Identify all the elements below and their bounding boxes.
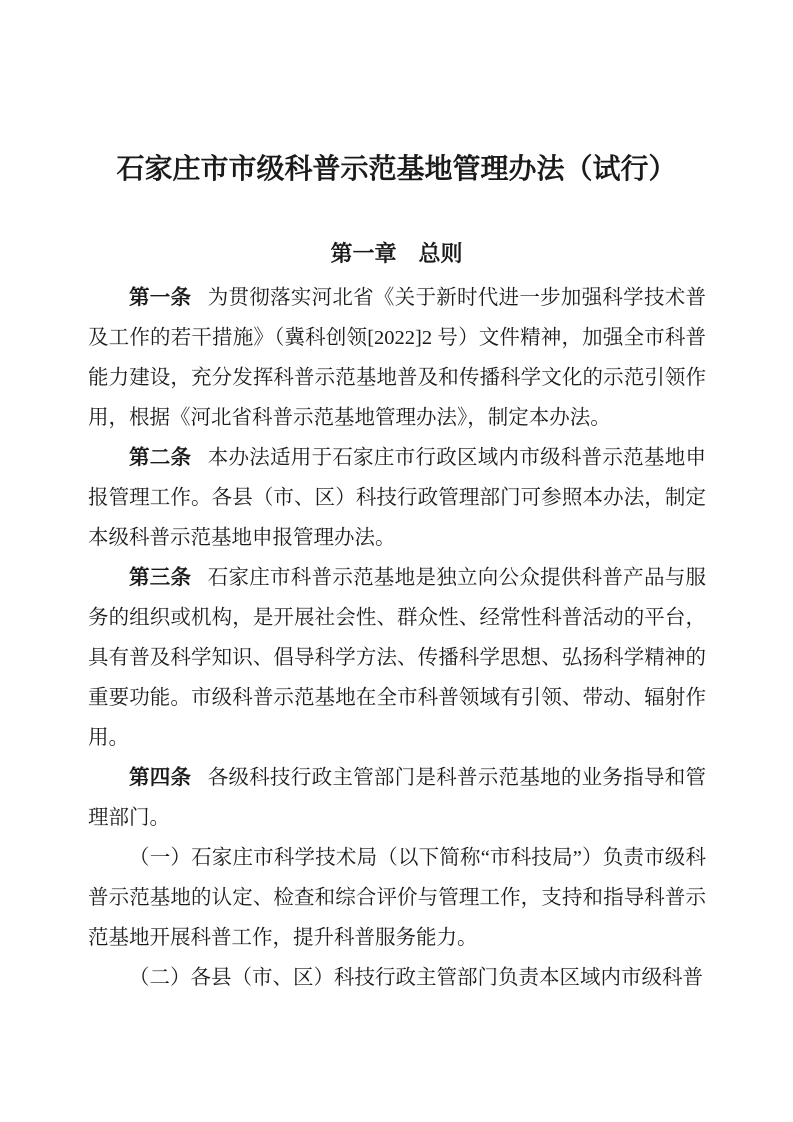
article-3-text: 石家庄市科普示范基地是独立向公众提供科普产品与服务的组织或机构，是开展社会性、群众性、经常性科普活动的平台，具有普及科学知识、倡导科学方法、传播科学思想、弘扬科学精神的重要功能。市级科普示范基地在全市科普领域有引领、带动、辐射作用。 — [88, 567, 707, 749]
document-title: 石家庄市市级科普示范基地管理办法（试行） — [116, 154, 677, 185]
paragraph-item-1 — [88, 838, 706, 958]
item-2-text: （二）各县（市、区）科技行政主管部门负责本区域内市级科普 — [129, 967, 703, 989]
paragraph-item-2 — [88, 958, 706, 998]
article-4-text: 各级科技行政主管部门是科普示范基地的业务指导和管理部门。 — [88, 767, 707, 829]
article-1-label: 第一条 — [129, 287, 192, 309]
chapter-heading: 第一章 总则 — [330, 241, 463, 266]
article-2-label: 第二条 — [129, 447, 192, 469]
article-3-label: 第三条 — [129, 567, 192, 589]
article-4-label: 第四条 — [129, 767, 192, 789]
paragraph-article-4 — [88, 758, 706, 838]
paragraph-article-2 — [88, 438, 706, 558]
item-1-text: （一）石家庄市科学技术局（以下简称“市科技局”）负责市级科普示范基地的认定、检查和综合评价与管理工作，支持和指导科普示范基地开展科普工作，提升科普服务能力。 — [88, 847, 706, 949]
document-body — [88, 278, 706, 998]
article-1-text: 为贯彻落实河北省《关于新时代进一步加强科学技术普及工作的若干措施》（冀科创领[2022]2 号）文件精神，加强全市科普能力建设，充分发挥科普示范基地普及和传播科学文化的示范引领作用，根据《河北省科普示范基地管理办法》，制定本办法。 — [88, 287, 707, 429]
paragraph-article-3 — [88, 558, 706, 758]
paragraph-article-1 — [88, 278, 706, 438]
article-2-text: 本办法适用于石家庄市行政区域内市级科普示范基地申报管理工作。各县（市、区）科技行政管理部门可参照本办法，制定本级科普示范基地申报管理办法。 — [88, 447, 707, 549]
